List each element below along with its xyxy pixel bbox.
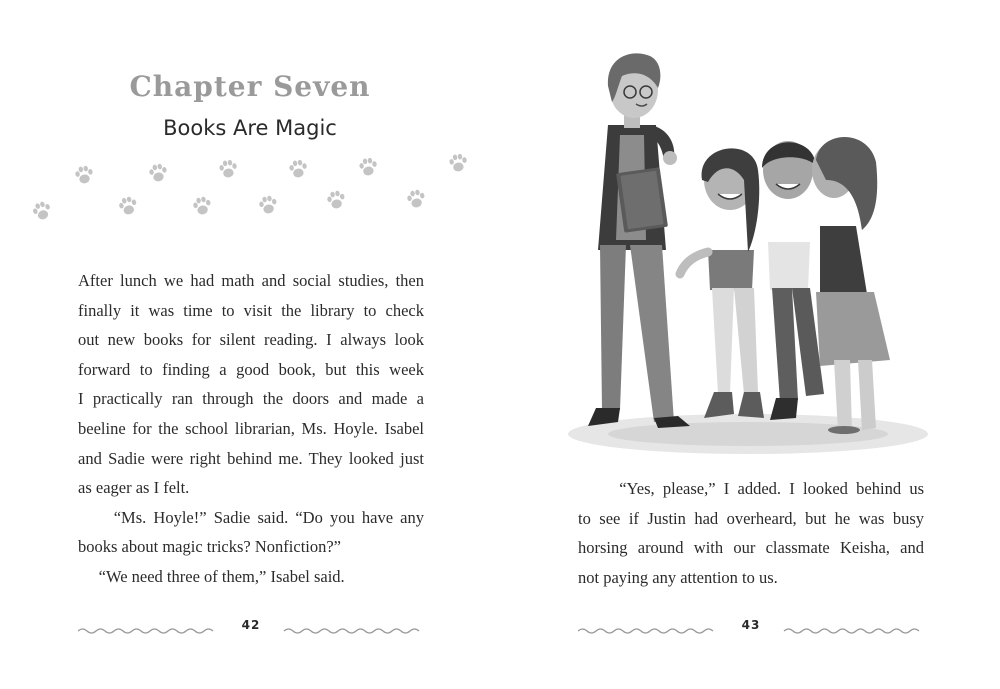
text-line: finally it was time to visit the library to check — [78, 300, 424, 320]
left-body-text — [78, 266, 424, 592]
text-line: forward to finding a good book, but this week — [78, 359, 424, 379]
paw-print-icon — [118, 195, 139, 216]
chapter-title: Books Are Magic — [163, 116, 337, 140]
paw-print-icon — [74, 165, 94, 185]
paw-print-icon — [148, 163, 168, 183]
paw-print-icon — [192, 196, 213, 216]
text-line: After lunch we had math and social studies, then — [78, 271, 424, 290]
text-line: books about magic tricks? Nonfiction?” — [78, 537, 342, 557]
text-line: not paying any attention to us. — [578, 567, 778, 587]
text-line: horsing around with our classmate Keisha, and — [578, 538, 924, 558]
paw-print-icon — [219, 159, 239, 178]
librarian-figure — [588, 53, 690, 428]
paw-print-icon — [359, 157, 379, 176]
text-line: beeline for the school librarian, Ms. Hoyle. Isabel — [78, 418, 424, 438]
text-line: and Sadie were right behind me. They looked just — [78, 448, 424, 468]
page-number: 42 — [241, 618, 261, 632]
right-footer — [578, 618, 924, 642]
text-line: I practically ran through the doors and made a — [78, 389, 424, 409]
chapter-number: Chapter Seven — [129, 70, 371, 103]
right-page — [500, 0, 1000, 689]
left-footer — [78, 618, 424, 642]
text-line: to see if Justin had overheard, but he was busy — [578, 508, 924, 528]
paw-print-icon — [258, 195, 279, 215]
paw-print-icon — [31, 200, 53, 222]
girl-figure — [812, 137, 890, 434]
paw-print-icon — [289, 159, 309, 178]
text-line: “Yes, please,” I added. I looked behind us — [578, 479, 924, 498]
librarian-and-three-girls-illustration — [558, 30, 948, 460]
text-line: “Ms. Hoyle!” Sadie said. “Do you have any — [78, 507, 424, 527]
paw-print-trail — [0, 150, 500, 230]
paw-print-icon — [449, 153, 469, 172]
text-line: out new books for silent reading. I always look — [78, 330, 424, 350]
page-number: 43 — [741, 618, 761, 632]
text-line: “We need three of them,” Isabel said. — [78, 566, 345, 586]
paw-print-icon — [326, 190, 347, 210]
text-line: as eager as I felt. — [78, 478, 190, 498]
girl-figure — [680, 148, 764, 418]
paw-print-icon — [406, 189, 427, 209]
right-body-text — [578, 474, 924, 592]
